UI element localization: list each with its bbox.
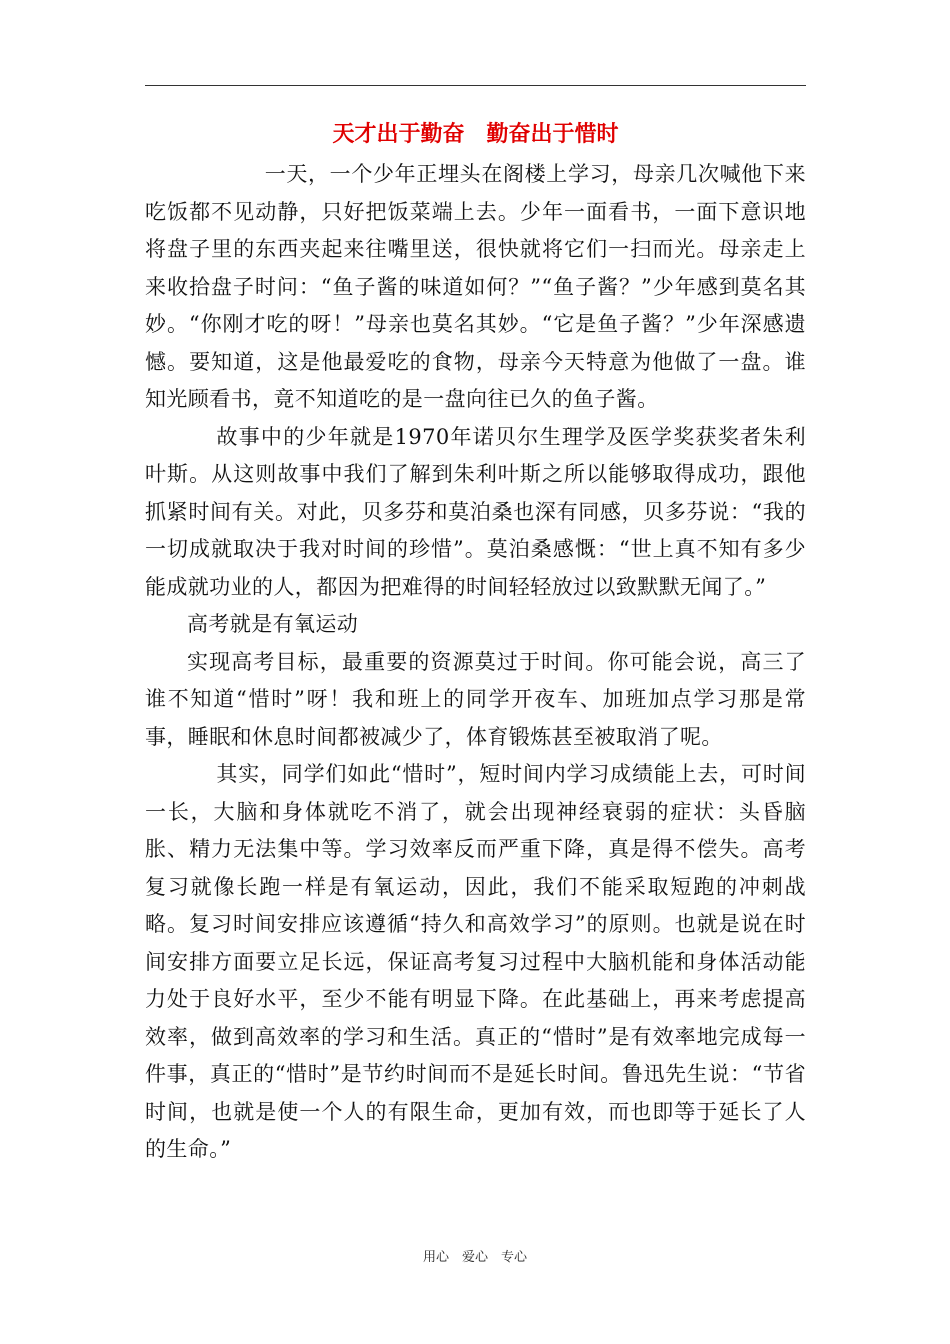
article-body <box>145 156 806 1169</box>
section-heading: 高考就是有氧运动 <box>187 612 359 636</box>
paragraph-story: 一天，一个少年正埋头在阁楼上学习，母亲几次喊他下来吃饭都不见动静，只好把饭菜端上去。少年一面看书，一面下意识地将盘子里的东西夹起来往嘴里送，很快就将它们一扫而光。母亲走上来收拾盘子时问：“鱼子酱的味道如何？”“鱼子酱？”少年感到莫名其妙。“你刚才吃的呀！”母亲也莫名其妙。“它是鱼子酱？”少年深感遗憾。要知道，这是他最爱吃的食物，母亲今天特意为他做了一盘。谁知光顾看书，竟不知道吃的是一盘向往已久的鱼子酱。 <box>145 162 806 411</box>
article-title: 天才出于勤奋 勤奋出于惜时 <box>332 122 619 147</box>
paragraph-goal: 实现高考目标，最重要的资源莫过于时间。你可能会说，高三了谁不知道“惜时”呀！我和班上的同学开夜车、加班加点学习那是常事，睡眠和休息时间都被减少了，体育锻炼甚至被取消了呢。 <box>145 649 806 749</box>
paragraph-julius: 故事中的少年就是1970年诺贝尔生理学及医学奖获奖者朱利叶斯。从这则故事中我们了解到朱利叶斯之所以能够取得成功，跟他抓紧时间有关。对此，贝多芬和莫泊桑也深有同感，贝多芬说：“我的一切成就取决于我对时间的珍惜”。莫泊桑感慨：“世上真不知有多少能成就功业的人，都因为把难得的时间轻轻放过以致默默无闻了。” <box>145 424 806 599</box>
page-footer: 用心 爱心 专心 <box>422 1250 527 1265</box>
header-rule <box>145 85 806 86</box>
paragraph-advice: 其实，同学们如此“惜时”，短时间内学习成绩能上去，可时间一长，大脑和身体就吃不消了，就会出现神经衰弱的症状：头昏脑胀、精力无法集中等。学习效率反而严重下降，真是得不偿失。高考复习就像长跑一样是有氧运动，因此，我们不能采取短跑的冲刺战略。复习时间安排应该遵循“持久和高效学习”的原则。也就是说在时间安排方面要立足长远，保证高考复习过程中大脑机能和身体活动能力处于良好水平，至少不能有明显下降。在此基础上，再来考虑提高效率，做到高效率的学习和生活。真正的“惜时”是有效率地完成每一件事，真正的“惜时”是节约时间而不是延长时间。鲁迅先生说：“节省时间，也就是使一个人的有限生命，更加有效，而也即等于延长了人的生命。” <box>145 762 806 1161</box>
